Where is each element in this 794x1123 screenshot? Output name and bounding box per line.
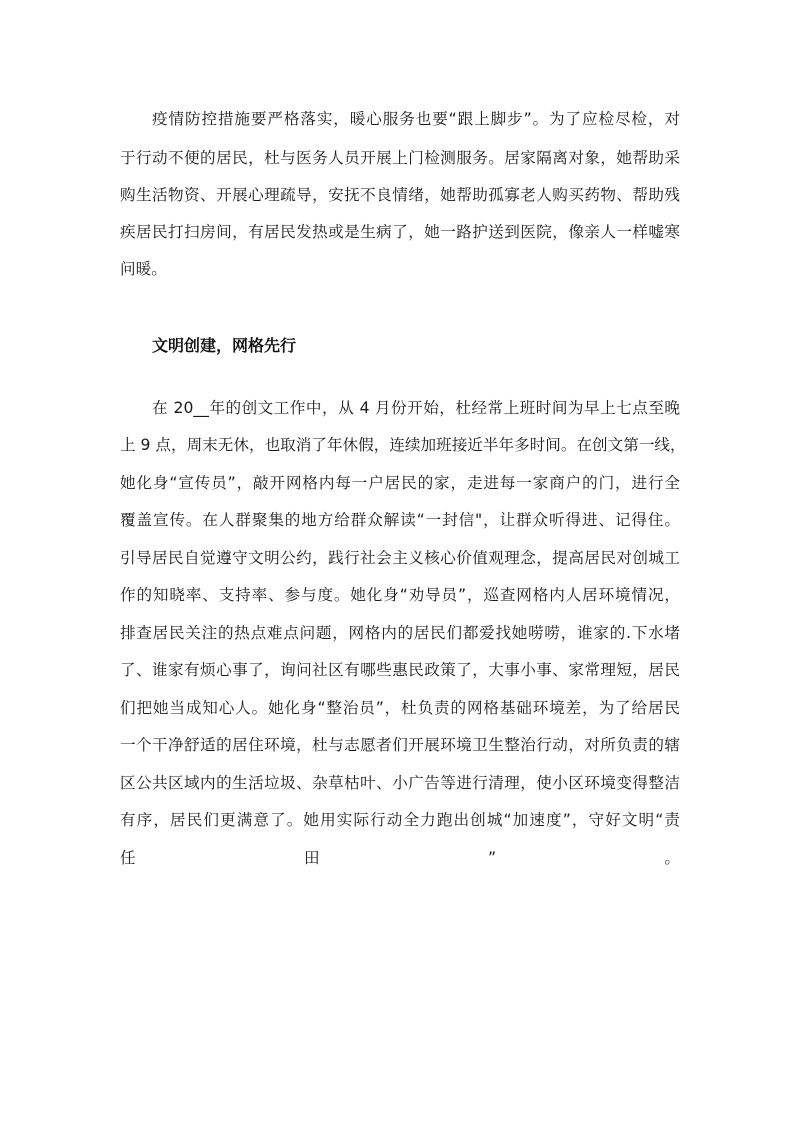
paragraph-2-line-1: 在 20__年的创文工作中，从 4 月份开始，杜经常上班时间为早上七点至晚 xyxy=(152,399,680,417)
paragraph-2-line-2: 上 9 点，周末无休，也取消了年休假，连续加班接近半年多时间。在创文第一线， xyxy=(120,436,686,454)
paragraph-2-line-14 xyxy=(120,883,680,907)
paragraph-2-line-12: 有序，居民们更满意了。她用实际行动全力跑出创城“加速度”，守好文明“责 xyxy=(120,811,680,829)
paragraph-2-line-5: 引导居民自觉遵守文明公约，践行社会主义核心价值观理念，提高居民对创城工 xyxy=(120,549,680,567)
paragraph-1-line-2: 于行动不便的居民，杜与医务人员开展上门检测服务。居家隔离对象，她帮助采 xyxy=(120,149,680,167)
paragraph-1-line-3: 购生活物资、开展心理疏导，安抚不良情绪，她帮助孤寡老人购买药物、帮助残 xyxy=(120,186,680,204)
paragraph-2-line-6: 作的知晓率、支持率、参与度。她化身“劝导员”，巡查网格内人居环境情况， xyxy=(120,586,680,604)
paragraph-2-line-13: 任田”。 xyxy=(120,849,680,867)
paragraph-2-line-8: 了、谁家有烦心事了，询问社区有哪些惠民政策了，大事小事、家常理短，居民 xyxy=(120,661,680,679)
paragraph-1-line-5: 问暖。 xyxy=(120,260,167,278)
paragraph-1-line-1: 疫情防控措施要严格落实，暖心服务也要“跟上脚步”。为了应检尽检，对 xyxy=(152,110,680,128)
paragraph-1-line-4: 疾居民打扫房间，有居民发热或是生病了，她一路护送到医院，像亲人一样嘘寒 xyxy=(120,223,680,241)
paragraph-2-line-11: 区公共区域内的生活垃圾、杂草枯叶、小广告等进行清理，使小区环境变得整洁 xyxy=(120,774,680,792)
paragraph-2-line-9: 们把她当成知心人。她化身“整治员”，杜负责的网格基础环境差，为了给居民 xyxy=(120,699,680,717)
paragraph-2-line-10: 一个干净舒适的居住环境，杜与志愿者们开展环境卫生整治行动，对所负责的辖 xyxy=(120,736,680,754)
section-heading: 文明创建，网格先行 xyxy=(152,336,297,355)
paragraph-2-line-4: 覆盖宣传。在人群聚集的地方给群众解读“一封信"，让群众听得进、记得住。 xyxy=(120,511,680,529)
paragraph-2-line-7: 排查居民关注的热点难点问题，网格内的居民们都爱找她唠唠，谁家的.下水堵 xyxy=(120,624,680,642)
paragraph-2-line-3: 她化身“宣传员”，敲开网格内每一户居民的家，走进每一家商户的门，进行全 xyxy=(120,474,680,492)
